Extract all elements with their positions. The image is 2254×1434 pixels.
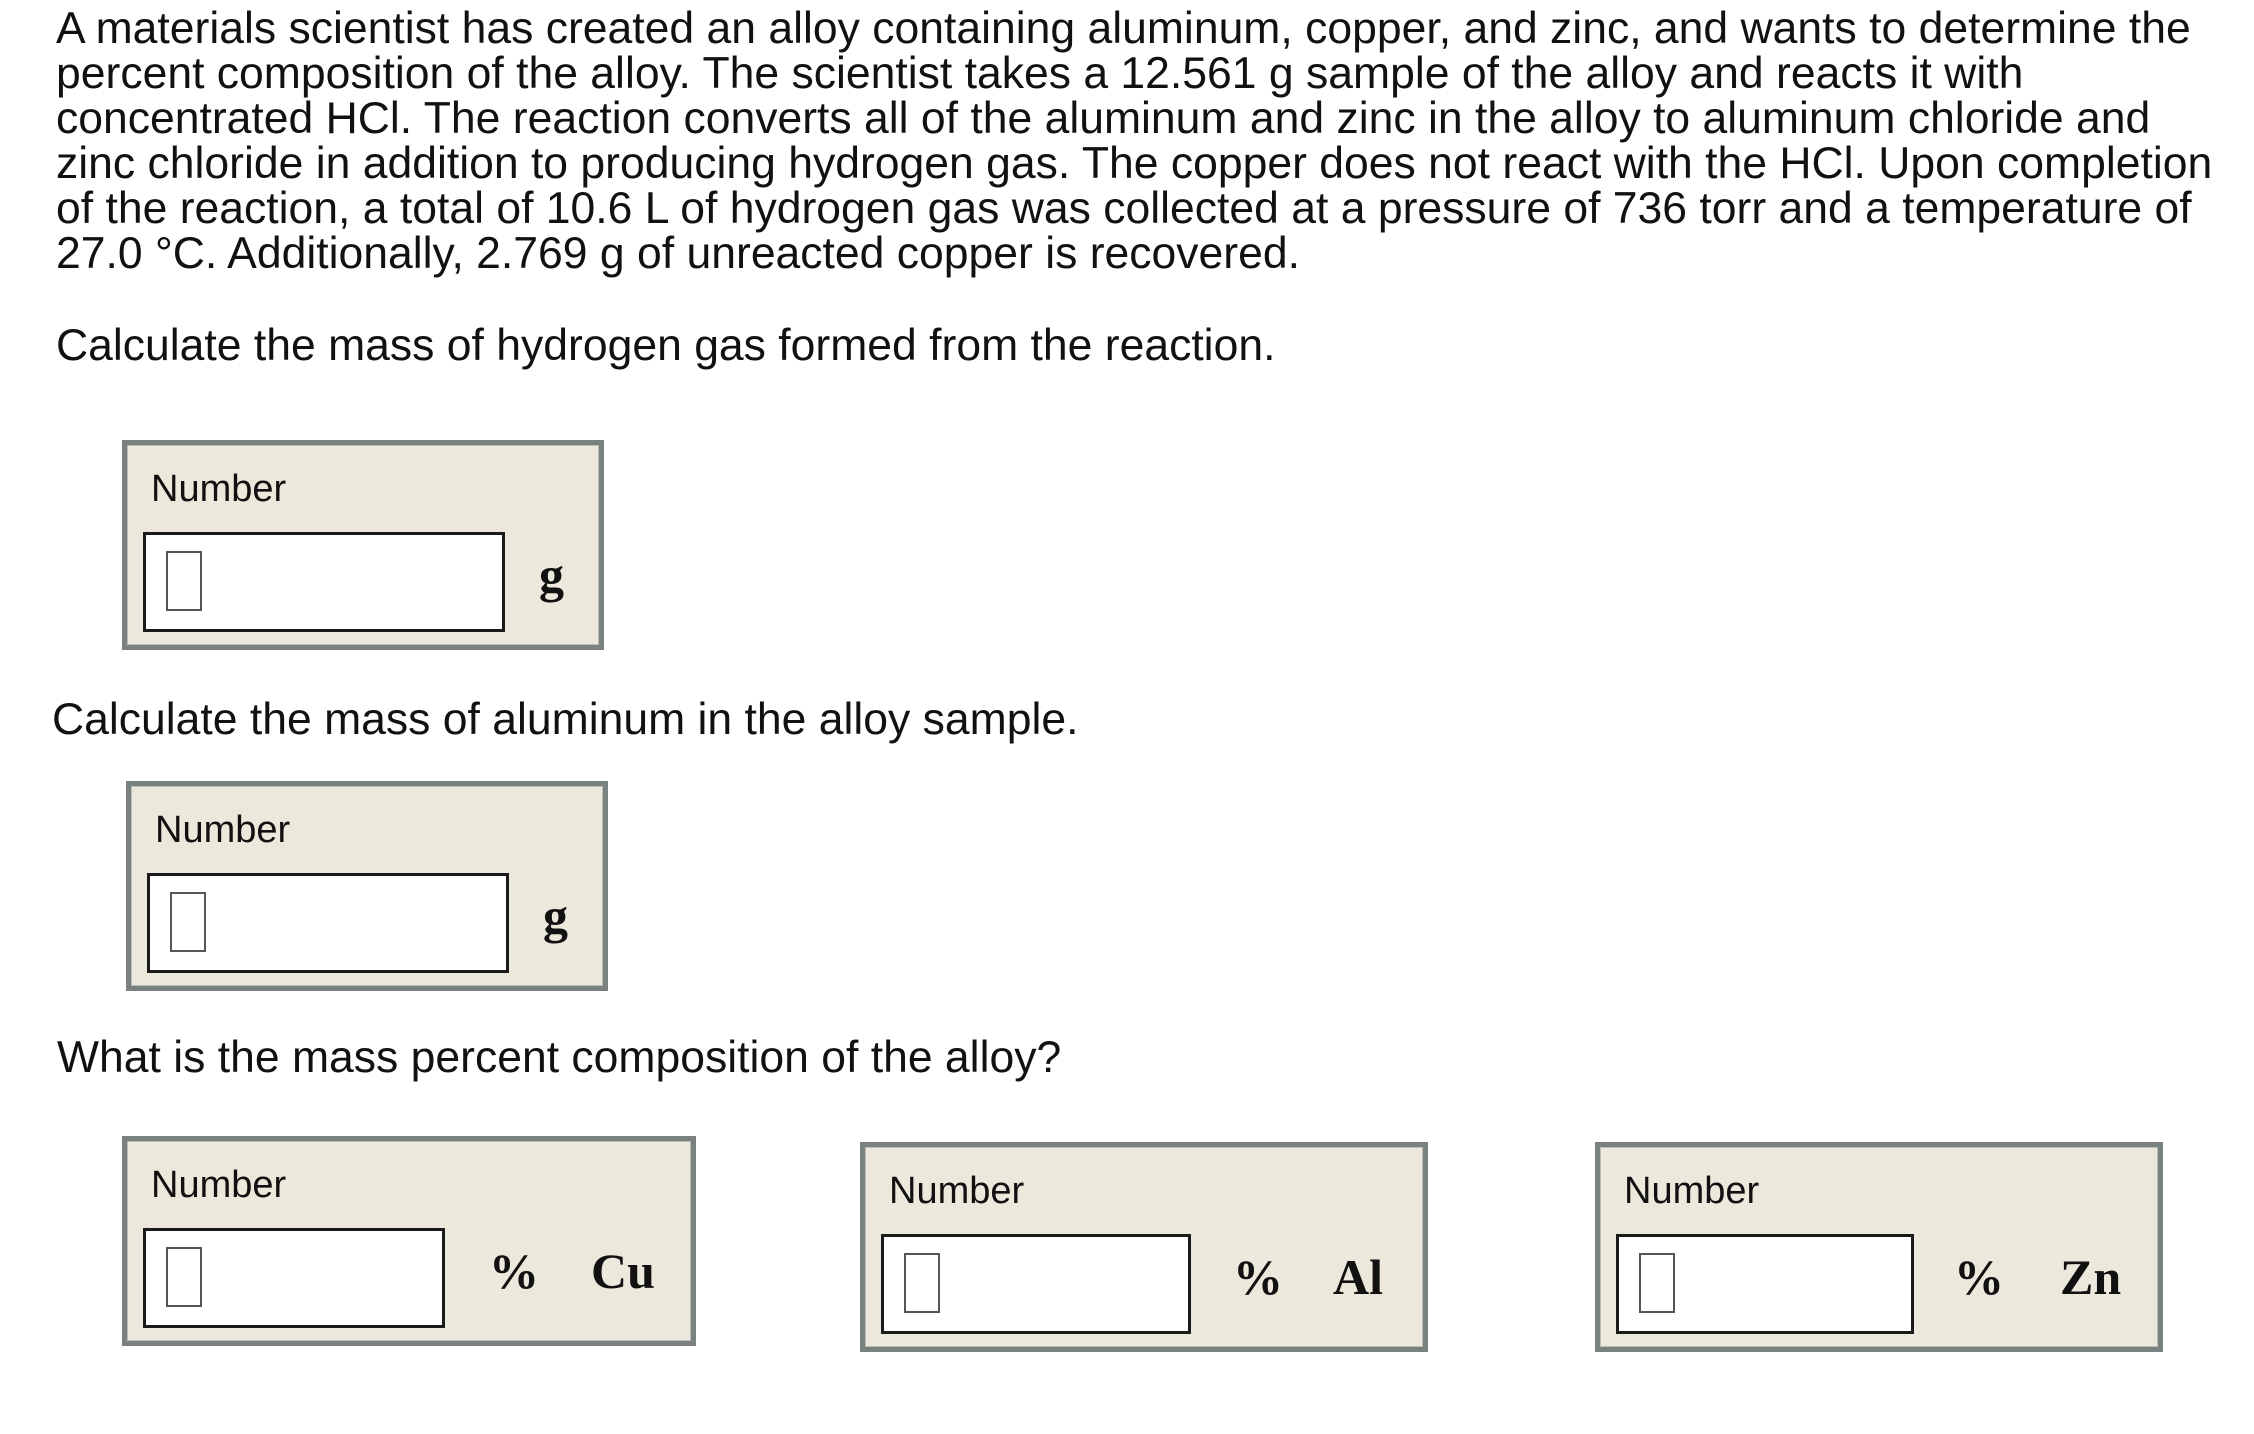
- question-aluminum-mass: Calculate the mass of aluminum in the alloy sample.: [52, 695, 1079, 744]
- percent-sign: %: [1233, 1249, 1283, 1305]
- question-hydrogen-mass: Calculate the mass of hydrogen gas formed from the reaction.: [56, 321, 1276, 370]
- unit-label: g: [543, 888, 568, 944]
- hydrogen-mass-input[interactable]: [143, 532, 505, 632]
- answer-box-hydrogen-mass: [122, 440, 604, 650]
- element-symbol: Zn: [2060, 1249, 2122, 1305]
- aluminum-percent-input[interactable]: [881, 1234, 1191, 1334]
- answer-box-aluminum-percent: [860, 1142, 1428, 1352]
- answer-label: Number: [155, 809, 291, 851]
- text-cursor-icon: [166, 1247, 202, 1307]
- answer-box-aluminum-mass: [126, 781, 608, 991]
- aluminum-mass-input[interactable]: [147, 873, 509, 973]
- percent-sign: %: [489, 1243, 539, 1299]
- answer-label: Number: [151, 468, 287, 510]
- unit-label: g: [539, 547, 564, 603]
- answer-label: Number: [889, 1170, 1025, 1212]
- answer-box-zinc-percent: [1595, 1142, 2163, 1352]
- text-cursor-icon: [166, 551, 202, 611]
- element-symbol: Al: [1333, 1249, 1383, 1305]
- text-cursor-icon: [904, 1253, 940, 1313]
- text-cursor-icon: [1639, 1253, 1675, 1313]
- copper-percent-input[interactable]: [143, 1228, 445, 1328]
- answer-label: Number: [151, 1164, 287, 1206]
- question-percent-composition: What is the mass percent composition of the alloy?: [57, 1033, 1062, 1082]
- problem-statement: A materials scientist has created an alloy containing aluminum, copper, and zinc, and wants to determine the percent composition of the alloy. The scientist takes a 12.561 g sample of the alloy and reacts it with concentrated HCl. The reaction converts all of the aluminum and zinc in the alloy to aluminum chloride and zinc chloride in addition to producing hydrogen gas. The copper does not react with the HCl. Upon completion of the reaction, a total of 10.6 L of hydrogen gas was collected at a pressure of 736 torr and a temperature of 27.0 °C. Additionally, 2.769 g of unreacted copper is recovered.: [56, 4, 2213, 278]
- answer-box-copper-percent: [122, 1136, 696, 1346]
- percent-sign: %: [1954, 1249, 2004, 1305]
- text-cursor-icon: [170, 892, 206, 952]
- element-symbol: Cu: [591, 1243, 655, 1299]
- zinc-percent-input[interactable]: [1616, 1234, 1914, 1334]
- answer-label: Number: [1624, 1170, 1760, 1212]
